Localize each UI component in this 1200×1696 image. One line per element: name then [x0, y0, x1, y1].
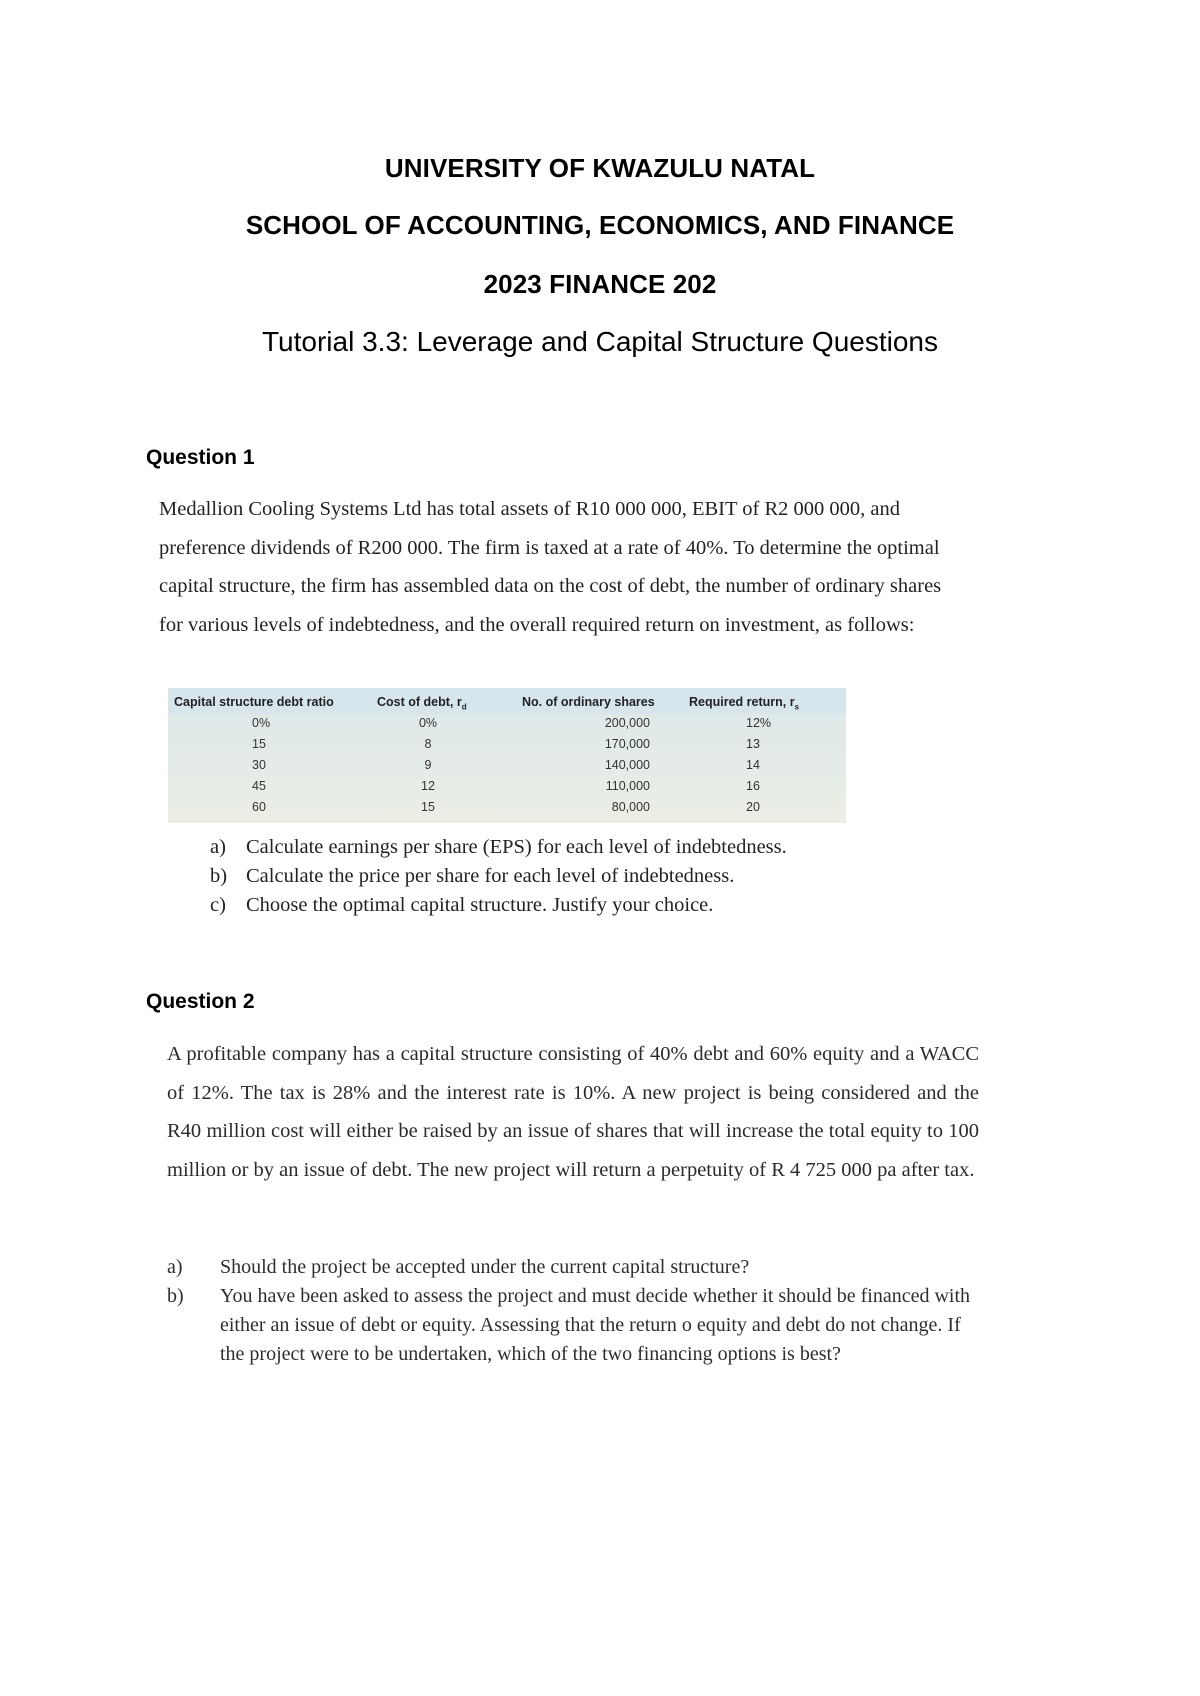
- university-title: UNIVERSITY OF KWAZULU NATAL: [384, 153, 816, 183]
- list-marker: b): [167, 1285, 184, 1307]
- list-item-text: Calculate the price per share for each level of indebtedness.: [246, 865, 735, 887]
- table-cell: 12: [421, 779, 435, 793]
- capital-structure-table: [168, 688, 846, 823]
- list-item: [167, 1282, 977, 1369]
- table-cell: 30: [252, 758, 266, 772]
- table-cell: 60: [252, 800, 266, 814]
- question-2-heading: Question 2: [146, 990, 255, 1013]
- table-cell: 0%: [252, 716, 271, 730]
- table-cell: 45: [252, 779, 266, 793]
- table-row: [168, 714, 846, 735]
- list-item: [210, 891, 787, 920]
- table-row: [168, 735, 846, 756]
- table-cell: 8: [424, 737, 432, 751]
- table-row: [168, 798, 846, 819]
- table-cell: 20: [746, 800, 760, 814]
- list-marker: c): [210, 894, 226, 916]
- table-cell: 80,000: [611, 800, 650, 814]
- table-header-debt-ratio: Capital structure debt ratio: [174, 695, 334, 709]
- list-marker: b): [210, 865, 228, 887]
- list-marker: a): [210, 836, 226, 858]
- table-cell: 170,000: [604, 737, 650, 751]
- question-1-paragraph: Medallion Cooling Systems Ltd has total assets of R10 000 000, EBIT of R2 000 000, and preference dividends of R200 000. The firm is taxed at a rate of 40%. To determine the optimal capital structure, the firm has assembled data on the cost of debt, the number of ordinary shares for various levels of indebtedness, and the overall required return on investment, as follows:: [159, 498, 942, 636]
- table-header-cost-of-debt: Cost of debt, $r_d$: [377, 695, 467, 712]
- question-2-subquestions: [167, 1253, 977, 1369]
- list-item-text: Calculate earnings per share (EPS) for each level of indebtedness.: [246, 836, 787, 858]
- list-item-text: Should the project be accepted under the current capital structure?: [220, 1256, 750, 1278]
- table-cell: 15: [421, 800, 435, 814]
- table-cell: 140,000: [604, 758, 650, 772]
- question-2-paragraph: A profitable company has a capital structure consisting of 40% debt and 60% equity and a WACC of 12%. The tax is 28% and the interest rate is 10%. A new project is being considered and the R40 million cost will either be raised by an issue of shares that will increase the total equity to 100 million or by an issue of debt. The new project will return a perpetuity of R 4 725 000 pa after tax.: [167, 1043, 979, 1181]
- course-title: 2023 FINANCE 202: [483, 269, 717, 299]
- table-header-ordinary-shares: No. of ordinary shares: [522, 695, 655, 709]
- table-cell: 110,000: [605, 779, 650, 793]
- table-cell: 13: [746, 737, 760, 751]
- table-cell: 200,000: [604, 716, 650, 730]
- table-cell: 9: [424, 758, 432, 772]
- list-item: [210, 862, 787, 891]
- table-row: [168, 756, 846, 777]
- table-row: [168, 777, 846, 798]
- table-cell: 16: [746, 779, 760, 793]
- list-item: [167, 1253, 977, 1282]
- table-cell: 14: [746, 758, 760, 772]
- table-cell: 0%: [418, 716, 438, 730]
- list-item: [210, 833, 787, 862]
- tutorial-title: Tutorial 3.3: Leverage and Capital Structure Questions: [261, 326, 938, 357]
- table-cell: 15: [252, 737, 266, 751]
- question-1-heading: Question 1: [146, 446, 255, 469]
- list-item-text: Choose the optimal capital structure. Justify your choice.: [246, 894, 714, 916]
- school-title: SCHOOL OF ACCOUNTING, ECONOMICS, AND FINANCE: [245, 210, 955, 240]
- list-marker: a): [167, 1256, 183, 1278]
- list-item-text: You have been asked to assess the project and must decide whether it should be financed with either an issue of debt or equity. Assessing that the return o equity and debt do not change. If the project were to be undertaken, which of the two financing options is best?: [220, 1285, 970, 1365]
- question-1-subquestions: [210, 833, 787, 920]
- table-cell: 12%: [746, 716, 772, 730]
- table-header-required-return: Required return, $r_s$: [689, 695, 800, 712]
- table-header-row: [168, 688, 846, 714]
